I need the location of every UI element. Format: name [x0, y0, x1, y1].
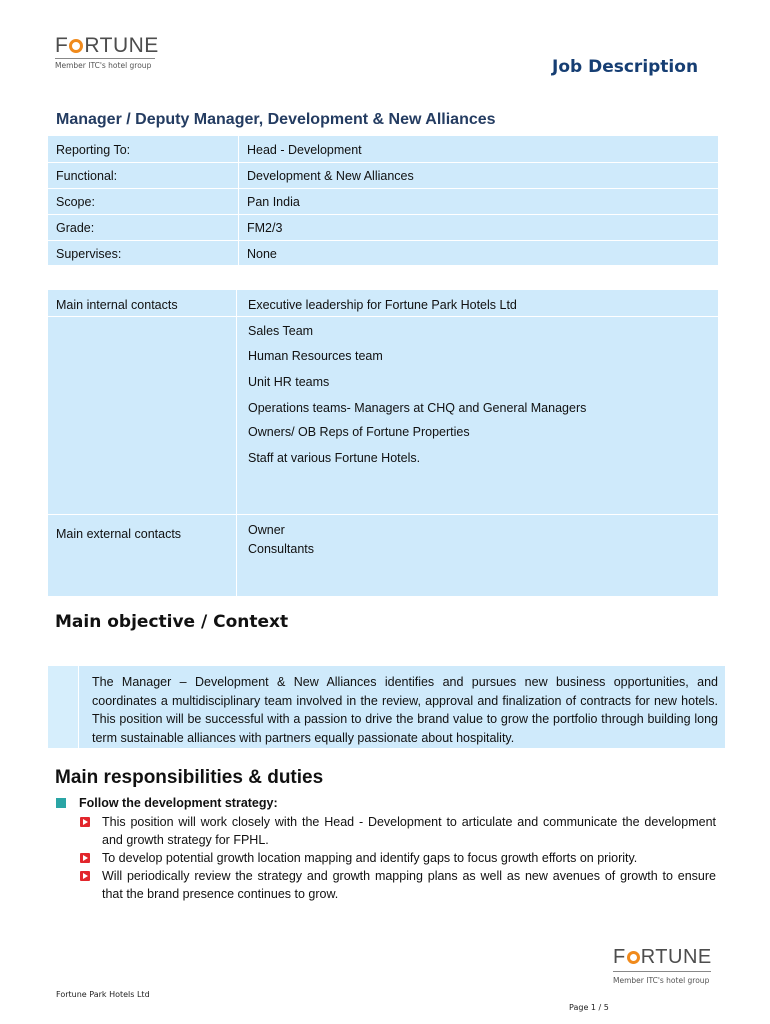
detail-value: None: [247, 247, 277, 261]
logo-o-icon: [627, 951, 640, 964]
internal-contact: Owners/ OB Reps of Fortune Properties: [248, 425, 470, 439]
detail-label: Functional:: [56, 169, 118, 183]
row-divider: [48, 316, 718, 317]
header-logo: [55, 35, 165, 75]
internal-contact: Operations teams- Managers at CHQ and General Managers: [248, 401, 587, 415]
footer-logo: [613, 947, 718, 987]
internal-contact: Unit HR teams: [248, 375, 330, 389]
internal-contacts-label: Main internal contacts: [56, 298, 178, 312]
header-logo-rule: [55, 58, 155, 59]
row-divider: [48, 240, 718, 241]
logo-tagline: Member ITC's hotel group: [55, 61, 152, 70]
footer-company: Fortune Park Hotels Ltd: [56, 990, 150, 999]
details-table: [48, 136, 718, 265]
responsibility-group-title: Follow the development strategy:: [79, 796, 278, 810]
responsibilities-heading: Main responsibilities & duties: [55, 767, 324, 788]
internal-contact: Executive leadership for Fortune Park Hotels Ltd: [248, 298, 517, 312]
column-divider: [238, 136, 239, 265]
row-divider: [48, 214, 718, 215]
arrow-bullet-icon: [80, 871, 90, 881]
internal-contact: Human Resources team: [248, 349, 383, 363]
external-contact: Owner: [248, 523, 285, 537]
doc-type-title: Job Description: [552, 57, 699, 77]
arrow-bullet-icon: [80, 817, 90, 827]
responsibility-item: To develop potential growth location mapping and identify gaps to focus growth efforts on priority.: [102, 851, 638, 865]
arrow-bullet-icon: [80, 853, 90, 863]
logo-tagline: Member ITC's hotel group: [613, 976, 710, 985]
column-divider: [236, 290, 237, 596]
detail-value: Pan India: [247, 195, 300, 209]
row-divider: [48, 514, 718, 515]
detail-label: Reporting To:: [56, 143, 131, 157]
internal-contact: Staff at various Fortune Hotels.: [248, 451, 421, 465]
footer-logo-rule: [613, 971, 711, 972]
square-bullet-icon: [56, 798, 66, 808]
objective-heading: Main objective / Context: [55, 612, 289, 632]
logo-o-icon: [69, 39, 83, 53]
detail-value: Development & New Alliances: [247, 169, 414, 183]
external-contact: Consultants: [248, 542, 315, 556]
responsibility-item: Will periodically review the strategy and growth mapping plans as well as new avenues of growth to ensure that the brand presence continues to grow.: [102, 869, 716, 901]
responsibility-item: This position will work closely with the Head - Development to articulate and communicate the development and growth strategy for FPHL.: [102, 815, 716, 847]
detail-value: Head - Development: [247, 143, 362, 157]
contacts-table: [48, 290, 718, 596]
detail-value: FM2/3: [247, 221, 283, 235]
logo-wordmark: F RTUNE: [55, 34, 159, 57]
internal-contact: Sales Team: [248, 324, 314, 338]
objective-text: The Manager – Development & New Alliances identifies and pursues new business opportunities, and coordinates a multidisciplinary team involved in the review, approval and finalization of contracts for new hotels. This position will be successful with a passion to drive the brand value to grow the portfolio through building long term sustainable alliances with partners equally passionate about hospitality.: [92, 675, 718, 745]
external-contacts-label: Main external contacts: [56, 527, 182, 541]
row-divider: [48, 162, 718, 163]
logo-wordmark: F RTUNE: [613, 946, 712, 968]
role-title: Manager / Deputy Manager, Development & New Alliances: [56, 111, 496, 128]
row-divider: [48, 188, 718, 189]
detail-label: Scope:: [56, 195, 95, 209]
objective-strip: [48, 666, 79, 748]
footer-page-number: Page 1 / 5: [569, 1003, 609, 1012]
detail-label: Grade:: [56, 221, 95, 235]
detail-label: Supervises:: [56, 247, 122, 261]
